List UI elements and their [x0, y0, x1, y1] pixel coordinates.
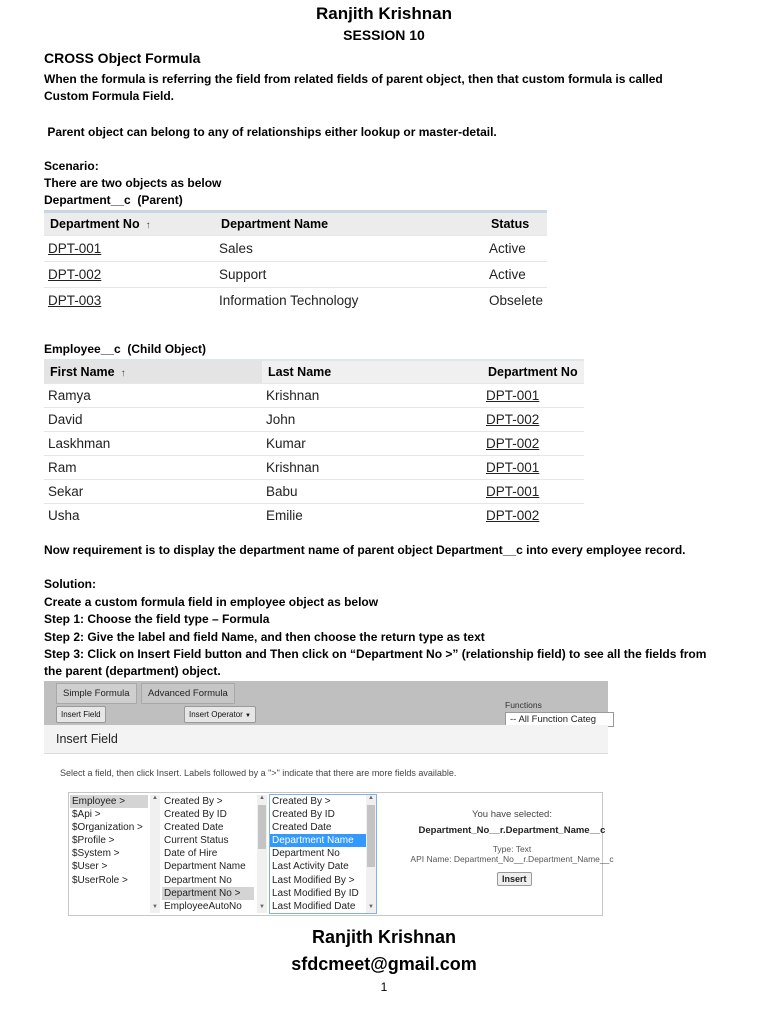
- department-name: Information Technology: [215, 288, 485, 314]
- api-name: API Name: Department_No__r.Department_Name__c: [410, 854, 614, 864]
- scroll-down-icon[interactable]: ▼: [368, 904, 374, 910]
- table-row: [44, 480, 584, 504]
- table-row: [44, 504, 584, 528]
- scroll-up-icon[interactable]: ▲: [368, 795, 374, 801]
- scroll-down-icon[interactable]: ▼: [152, 904, 158, 910]
- solution-line: Create a custom formula field in employee object as below: [44, 595, 379, 609]
- scroll-up-icon[interactable]: ▲: [152, 795, 158, 801]
- page-number: 1: [380, 980, 388, 994]
- list-item[interactable]: Department No: [272, 848, 340, 860]
- table-row: [44, 384, 584, 408]
- scroll-up-icon[interactable]: ▲: [259, 795, 265, 801]
- list-item[interactable]: EmployeeAutoNo: [164, 900, 242, 912]
- table-row: [44, 456, 584, 480]
- footer-email: sfdcmeet@gmail.com: [291, 954, 477, 974]
- department-no-link[interactable]: DPT-002: [482, 504, 584, 528]
- department-name: Sales: [215, 236, 485, 262]
- list-item[interactable]: Employee >: [70, 795, 148, 808]
- dialog-header: [44, 725, 608, 754]
- selection-info: [402, 793, 614, 915]
- department-no-link[interactable]: DPT-002: [482, 408, 584, 432]
- header-last-name[interactable]: Last Name: [262, 360, 482, 384]
- list-item[interactable]: Last Modified Date: [272, 900, 356, 912]
- header-department-no[interactable]: Department No: [482, 360, 584, 384]
- list-item[interactable]: Created By ID: [164, 809, 227, 821]
- footer-author: Ranjith Krishnan: [311, 927, 456, 947]
- functions-label: Functions: [505, 700, 542, 710]
- insert-operator-button[interactable]: Insert Operator ▼: [184, 706, 256, 723]
- intro-line-2: Custom Formula Field.: [44, 89, 175, 103]
- dialog-title: Insert Field: [56, 732, 118, 746]
- last-name: Krishnan: [262, 384, 482, 408]
- last-name: Kumar: [262, 432, 482, 456]
- scenario-line: There are two objects as below: [44, 176, 222, 190]
- table-row: [44, 288, 547, 314]
- department-no-link[interactable]: DPT-003: [44, 288, 215, 314]
- intro-line-3: Parent object can belong to any of relationships either lookup or master-detail.: [44, 125, 497, 139]
- list-item[interactable]: Created By >: [164, 796, 223, 807]
- scrollbar[interactable]: [257, 795, 267, 913]
- requirement-text: Now requirement is to display the department name of parent object Department__c into every employee record.: [44, 543, 686, 557]
- list-item[interactable]: Department Name: [164, 861, 246, 873]
- table-row: [44, 432, 584, 456]
- function-category-select[interactable]: -- All Function Categ: [505, 712, 614, 727]
- department-status: Active: [485, 262, 547, 288]
- scrollbar[interactable]: [366, 795, 376, 913]
- last-name: Krishnan: [262, 456, 482, 480]
- department-no-link[interactable]: DPT-001: [482, 456, 584, 480]
- child-caption: Employee__c (Child Object): [44, 342, 207, 356]
- last-name: Emilie: [262, 504, 482, 528]
- scenario-label: Scenario:: [44, 159, 99, 173]
- header-status[interactable]: Status: [490, 217, 530, 231]
- tab-simple-formula[interactable]: Simple Formula: [56, 683, 137, 704]
- header-department-no[interactable]: Department No ↑: [50, 217, 151, 231]
- department-no-link[interactable]: DPT-001: [482, 480, 584, 504]
- table-row: [44, 408, 584, 432]
- selected-field-name: Department_No__r.Department_Name__c: [418, 825, 606, 836]
- list-item[interactable]: $System >: [72, 848, 120, 860]
- document-author: Ranjith Krishnan: [315, 4, 452, 23]
- employee-table-header: [44, 360, 584, 384]
- first-name: David: [44, 408, 262, 432]
- solution-label: Solution:: [44, 577, 96, 591]
- department-no-link[interactable]: DPT-001: [44, 236, 215, 262]
- list-item[interactable]: Created Date: [164, 822, 224, 834]
- you-selected-label: You have selected:: [472, 809, 552, 820]
- header-first-name[interactable]: First Name ↑: [44, 360, 262, 384]
- insert-field-dialog: [44, 725, 614, 916]
- employee-fields-listbox[interactable]: [162, 795, 254, 913]
- list-item[interactable]: $Profile >: [72, 835, 115, 847]
- department-no-link[interactable]: DPT-002: [44, 262, 215, 288]
- chevron-down-icon: ▼: [245, 713, 251, 719]
- parent-caption: Department__c (Parent): [44, 193, 183, 207]
- formula-tab-bar: [44, 681, 608, 725]
- department-no-link[interactable]: DPT-001: [482, 384, 584, 408]
- step-2: Step 2: Give the label and field Name, and then choose the return type as text: [44, 630, 485, 644]
- insert-button[interactable]: Insert: [497, 872, 532, 886]
- list-item[interactable]: $UserRole >: [72, 874, 128, 886]
- formula-editor-screenshot: [44, 681, 614, 916]
- department-name: Support: [215, 262, 485, 288]
- list-item[interactable]: Date of Hire: [164, 848, 218, 860]
- dialog-hint: Select a field, then click Insert. Labels followed by a ">" indicate that there are more fields available.: [60, 768, 457, 778]
- list-item[interactable]: Last Modified By >: [272, 874, 355, 886]
- list-item[interactable]: $Api >: [72, 809, 101, 821]
- intro-line-1: When the formula is referring the field from related fields of parent object, then that custom formula is called: [44, 72, 663, 86]
- list-item-selected[interactable]: Department Name: [270, 834, 376, 847]
- department-status: Active: [485, 236, 547, 262]
- first-name: Usha: [44, 504, 262, 528]
- last-name: Babu: [262, 480, 482, 504]
- sort-arrow-icon: ↑: [145, 220, 151, 231]
- department-table-header: [44, 212, 547, 236]
- scrollbar-thumb[interactable]: [258, 805, 266, 849]
- last-name: John: [262, 408, 482, 432]
- department-status: Obselete: [485, 288, 547, 314]
- field-picker-panel: [68, 792, 614, 916]
- object-listbox[interactable]: [70, 795, 148, 913]
- tab-advanced-formula[interactable]: Advanced Formula: [141, 683, 235, 704]
- list-item[interactable]: Created By ID: [272, 809, 335, 821]
- department-fields-listbox[interactable]: [269, 794, 377, 914]
- sort-arrow-icon: ↑: [120, 368, 126, 379]
- department-no-link[interactable]: DPT-002: [482, 432, 584, 456]
- step-1: Step 1: Choose the field type – Formula: [44, 612, 270, 626]
- scroll-down-icon[interactable]: ▼: [259, 904, 265, 910]
- list-item[interactable]: Current Status: [164, 835, 229, 847]
- first-name: Ram: [44, 456, 262, 480]
- scrollbar[interactable]: [150, 795, 160, 913]
- first-name: Laskhman: [44, 432, 262, 456]
- list-item[interactable]: Last Activity Date: [272, 861, 349, 873]
- list-item[interactable]: Created By >: [272, 796, 331, 807]
- department-table: [44, 210, 547, 313]
- step-3-line-1: Step 3: Click on Insert Field button and Then click on “Department No >” (relationship field) to see all the fields from: [44, 647, 707, 661]
- table-row: [44, 236, 547, 262]
- header-department-name[interactable]: Department Name: [221, 217, 329, 231]
- first-name: Sekar: [44, 480, 262, 504]
- list-item[interactable]: Created Date: [272, 822, 332, 834]
- employee-table: [44, 359, 584, 527]
- list-item[interactable]: $User >: [72, 861, 108, 873]
- section-title: CROSS Object Formula: [44, 50, 201, 66]
- list-item[interactable]: Department No: [164, 874, 232, 886]
- list-item[interactable]: $Organization >: [72, 822, 143, 834]
- list-item[interactable]: Last Modified By ID: [272, 887, 359, 899]
- first-name: Ramya: [44, 384, 262, 408]
- list-item[interactable]: Department No >: [162, 887, 254, 900]
- session-title: SESSION 10: [343, 27, 425, 43]
- insert-field-button[interactable]: Insert Field: [56, 706, 106, 723]
- step-3-line-2: the parent (department) object.: [44, 664, 221, 678]
- field-type: Type: Text: [492, 844, 532, 854]
- table-row: [44, 262, 547, 288]
- scrollbar-thumb[interactable]: [367, 805, 375, 867]
